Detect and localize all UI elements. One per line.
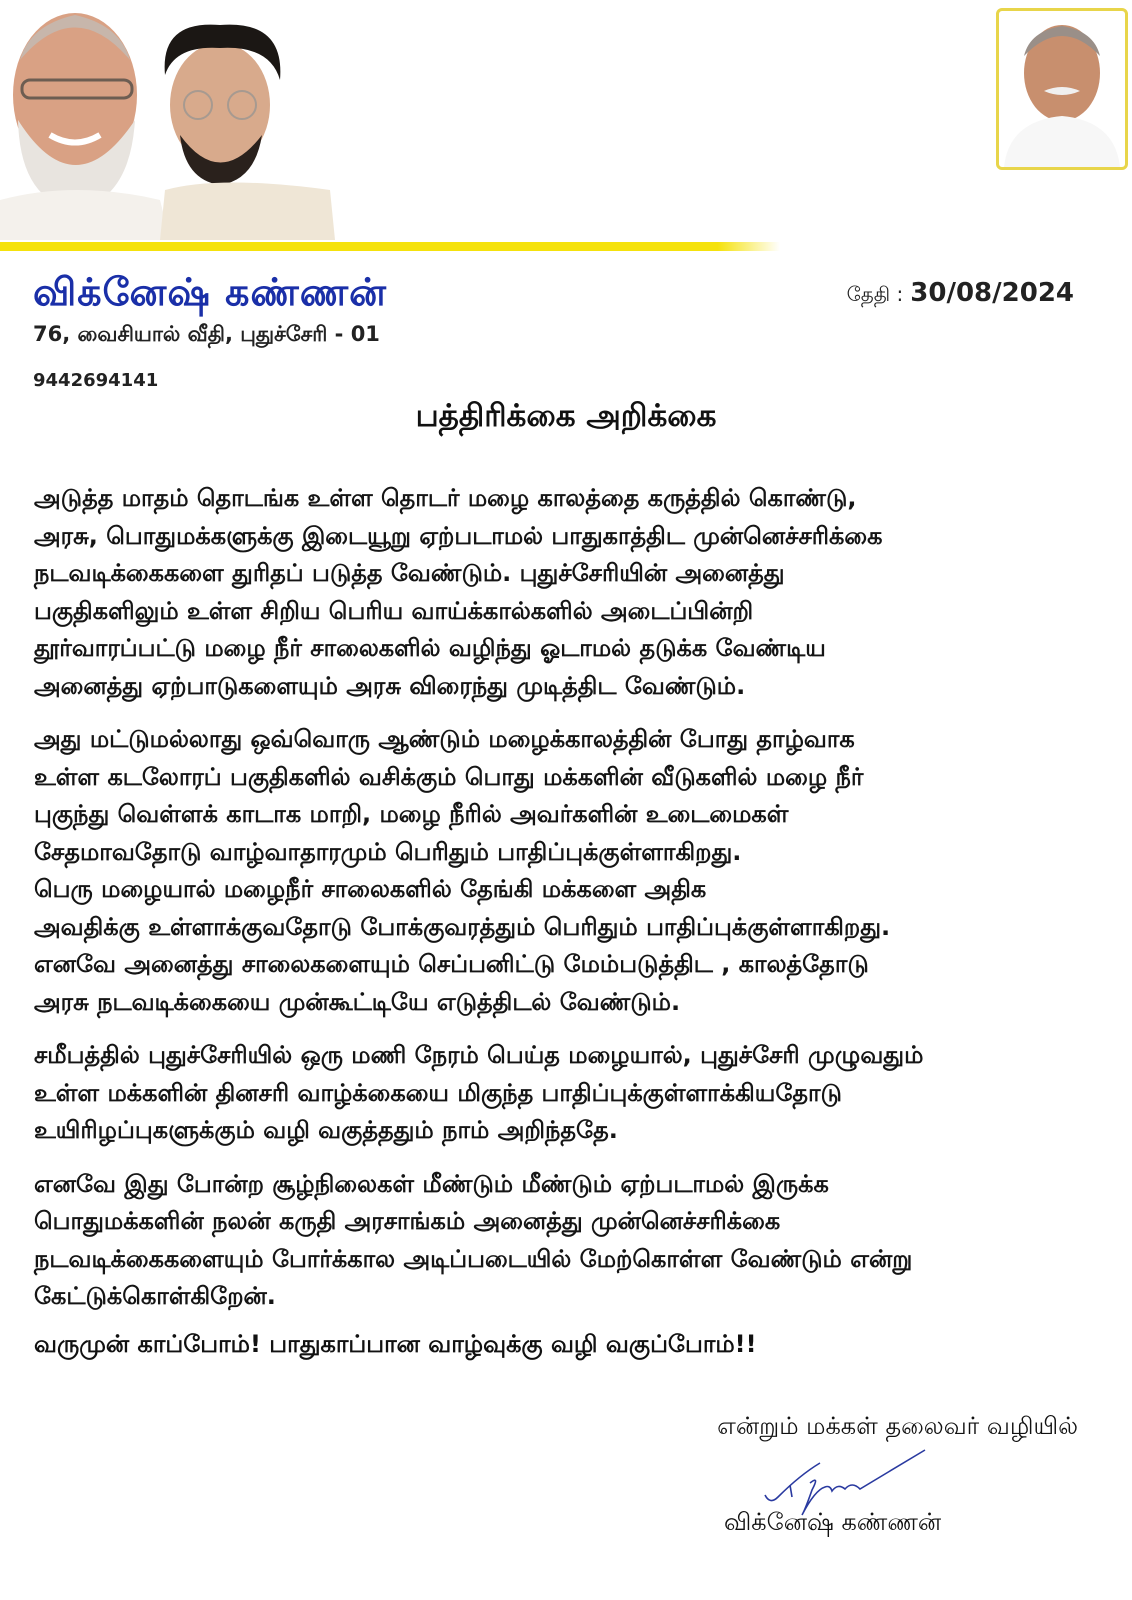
text-line: அரசு நடவடிக்கையை முன்கூட்டியே எடுத்திடல் வேண்டும்.	[34, 987, 681, 1016]
sign-off-line: என்றும் மக்கள் தலைவர் வழியில்	[717, 1412, 1078, 1440]
closing-slogan: வருமுன் காப்போம்! பாதுகாப்பான வாழ்வுக்கு வழி வகுப்போம்!!	[34, 1330, 757, 1358]
document-date	[847, 278, 1074, 309]
document-body	[34, 480, 1104, 1332]
text-line: அவதிக்கு உள்ளாக்குவதோடு போக்குவரத்தும் பெரிதும் பாதிப்புக்குள்ளாகிறது.	[34, 912, 891, 941]
date-label: தேதி :	[846, 282, 904, 306]
paragraph-4	[34, 1166, 1104, 1316]
text-line: பொதுமக்களின் நலன் கருதி அரசாங்கம் அனைத்து முன்னெச்சரிக்கை	[34, 1207, 781, 1235]
text-line: சமீபத்தில் புதுச்சேரியில் ஒரு மணி நேரம் பெய்த மழையால், புதுச்சேரி முழுவதும்	[34, 1041, 924, 1069]
text-line: உள்ள மக்களின் தினசரி வாழ்க்கையை மிகுந்த பாதிப்புக்குள்ளாக்கியதோடு	[34, 1078, 842, 1107]
text-line: எனவே இது போன்ற சூழ்நிலைகள் மீண்டும் மீண்டும் ஏற்படாமல் இருக்க	[34, 1169, 829, 1198]
text-line: அடுத்த மாதம் தொடங்க உள்ள தொடர் மழை காலத்தை கருத்தில் கொண்டு,	[34, 484, 857, 512]
date-value: 30/08/2024	[910, 278, 1074, 308]
portrait-photo-icon	[0, 0, 340, 240]
text-line: புகுந்து வெள்ளக் காடாக மாறி, மழை நீரில் அவர்களின் உடைமைகள்	[34, 800, 789, 828]
sender-name-heading: விக்னேஷ் கண்ணன்	[33, 270, 387, 314]
portrait-photo-icon	[999, 11, 1125, 167]
text-line: அது மட்டுமல்லாது ஒவ்வொரு ஆண்டும் மழைக்காலத்தின் போது தாழ்வாக	[34, 725, 855, 753]
header-photo-two-men	[0, 0, 340, 240]
sender-address: 76, வைசியால் வீதி, புதுச்சேரி - 01	[33, 322, 380, 346]
text-line: கேட்டுக்கொள்கிறேன்.	[34, 1282, 276, 1310]
text-line: பெரு மழையால் மழைநீர் சாலைகளில் தேங்கி மக்களை அதிக	[34, 875, 707, 903]
text-line: அனைத்து ஏற்பாடுகளையும் அரசு விரைந்து முடித்திட வேண்டும்.	[34, 671, 746, 700]
text-line: சேதமாவதோடு வாழ்வாதாரமும் பெரிதும் பாதிப்புக்குள்ளாகிறது.	[34, 837, 742, 866]
header-accent-bar	[0, 242, 780, 251]
signer-name: விக்னேஷ் கண்ணன்	[724, 1508, 942, 1536]
document-title: பத்திரிக்கை அறிக்கை	[415, 398, 717, 434]
paragraph-2	[34, 721, 1104, 1021]
text-line: பகுதிகளிலும் உள்ள சிறிய பெரிய வாய்க்கால்களில் அடைப்பின்றி	[34, 596, 754, 625]
text-line: உயிரிழப்புகளுக்கும் வழி வகுத்ததும் நாம் அறிந்ததே.	[34, 1116, 618, 1144]
text-line: அரசு, பொதுமக்களுக்கு இடையூறு ஏற்படாமல் பாதுகாத்திட முன்னெச்சரிக்கை	[34, 521, 883, 550]
paragraph-1	[34, 480, 1104, 705]
text-line: தூர்வாரப்பட்டு மழை நீர் சாலைகளில் வழிந்து ஓடாமல் தடுக்க வேண்டிய	[34, 634, 826, 662]
sender-phone: 9442694141	[33, 370, 159, 391]
leader-portrait	[996, 8, 1128, 170]
text-line: நடவடிக்கைகளை துரிதப் படுத்த வேண்டும். புதுச்சேரியின் அனைத்து	[34, 559, 785, 587]
paragraph-3	[34, 1037, 1104, 1150]
text-line: எனவே அனைத்து சாலைகளையும் செப்பனிட்டு மேம்படுத்திட , காலத்தோடு	[34, 950, 869, 978]
text-line: நடவடிக்கைகளையும் போர்க்கால அடிப்படையில் மேற்கொள்ள வேண்டும் என்று	[34, 1244, 913, 1273]
text-line: உள்ள கடலோரப் பகுதிகளில் வசிக்கும் பொது மக்களின் வீடுகளில் மழை நீர்	[34, 762, 864, 791]
